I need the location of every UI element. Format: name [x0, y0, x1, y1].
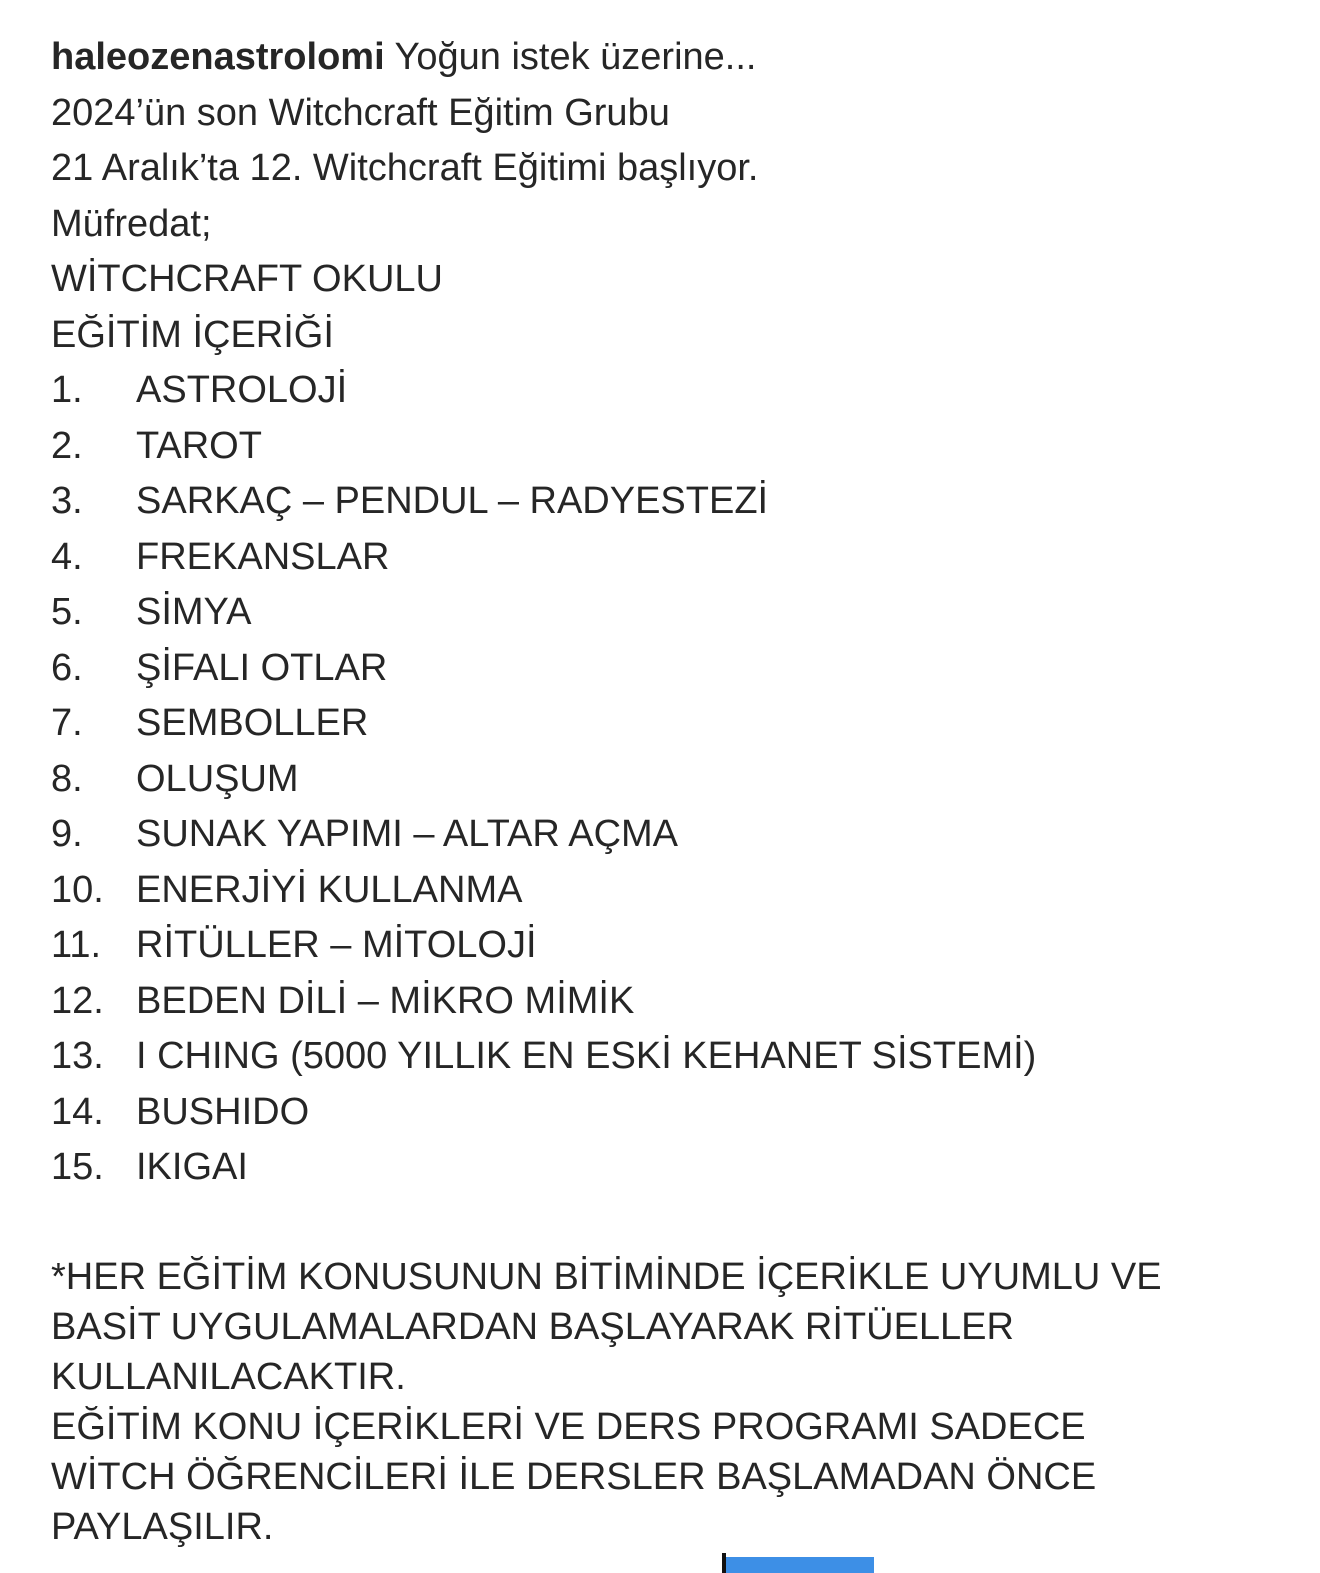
list-item-number: 5.: [51, 591, 83, 633]
list-item-number: 9.: [51, 813, 83, 855]
list-item-number: 10.: [51, 868, 104, 911]
list-item-number: 1.: [51, 369, 83, 411]
cropped-selection-highlight: [722, 1557, 874, 1573]
username-link[interactable]: haleozenastrolomi: [51, 36, 385, 78]
list-item: [51, 752, 1301, 808]
list-item-text: ASTROLOJİ: [136, 369, 348, 411]
list-item-text: BEDEN DİLİ – MİKRO MİMİK: [136, 979, 635, 1022]
list-item: [51, 918, 1301, 974]
list-item-number: 13.: [51, 1035, 104, 1077]
list-item-number: 12.: [51, 979, 104, 1022]
list-item-number: 3.: [51, 480, 83, 522]
caption-line: 21 Aralık’ta 12. Witchcraft Eğitimi başlıyor.: [51, 147, 759, 189]
list-item-number: 2.: [51, 424, 83, 467]
list-item-number: 15.: [51, 1146, 104, 1188]
list-item-text: I CHING (5000 YILLIK EN ESKİ KEHANET SİSTEMİ): [136, 1035, 1037, 1077]
list-item-text: IKIGAI: [136, 1146, 248, 1188]
list-item-number: 6.: [51, 646, 83, 689]
caption-line: 2024’ün son Witchcraft Eğitim Grubu: [51, 91, 670, 134]
caption-line: Müfredat;: [51, 202, 212, 245]
list-item-text: SEMBOLLER: [136, 702, 369, 744]
list-item-text: SUNAK YAPIMI – ALTAR AÇMA: [136, 813, 679, 855]
list-item-text: ENERJİYİ KULLANMA: [136, 868, 523, 911]
list-item-number: 8.: [51, 757, 83, 800]
list-item: [51, 585, 1301, 641]
note-line: WİTCH ÖĞRENCİLERİ İLE DERSLER BAŞLAMADAN ÖNCE: [51, 1455, 1097, 1498]
list-item-number: 7.: [51, 702, 83, 744]
caption-notes: [51, 1252, 1301, 1552]
list-item: [51, 1029, 1301, 1085]
list-item-number: 14.: [51, 1090, 104, 1133]
list-item: [51, 530, 1301, 586]
note-line: PAYLAŞILIR.: [51, 1505, 274, 1548]
list-item: [51, 419, 1301, 475]
list-item: [51, 641, 1301, 697]
caption-first-line: [51, 30, 1301, 86]
list-item: [51, 1085, 1301, 1141]
note-line: BASİT UYGULAMALARDAN BAŞLAYARAK RİTÜELLER: [51, 1305, 1014, 1348]
curriculum-list: [51, 363, 1301, 1196]
list-item-number: 11.: [51, 924, 102, 966]
list-item-number: 4.: [51, 535, 83, 578]
caption-intro: Yoğun istek üzerine...: [384, 36, 757, 78]
list-item-text: OLUŞUM: [136, 757, 299, 800]
caption-line: EĞİTİM İÇERİĞİ: [51, 313, 334, 356]
list-item: [51, 363, 1301, 419]
list-item: [51, 1140, 1301, 1196]
text-cursor-icon: [722, 1553, 726, 1573]
list-item-text: ŞİFALI OTLAR: [136, 646, 388, 689]
list-item-text: FREKANSLAR: [136, 535, 390, 578]
post-caption: [51, 30, 1301, 1552]
list-item: [51, 863, 1301, 919]
list-item: [51, 974, 1301, 1030]
list-item: [51, 474, 1301, 530]
list-item-text: BUSHIDO: [136, 1090, 310, 1133]
list-item-text: SİMYA: [136, 591, 252, 633]
list-item-text: RİTÜLLER – MİTOLOJİ: [136, 924, 537, 966]
note-line: *HER EĞİTİM KONUSUNUN BİTİMİNDE İÇERİKLE UYUMLU VE: [51, 1255, 1162, 1298]
note-line: EĞİTİM KONU İÇERİKLERİ VE DERS PROGRAMI SADECE: [51, 1405, 1086, 1448]
list-item: [51, 696, 1301, 752]
list-item-text: SARKAÇ – PENDUL – RADYESTEZİ: [136, 480, 769, 522]
list-item-text: TAROT: [136, 424, 262, 467]
note-line: KULLANILACAKTIR.: [51, 1355, 406, 1398]
list-item: [51, 807, 1301, 863]
paragraph-gap: [51, 1196, 1301, 1252]
caption-line: WİTCHCRAFT OKULU: [51, 258, 443, 300]
